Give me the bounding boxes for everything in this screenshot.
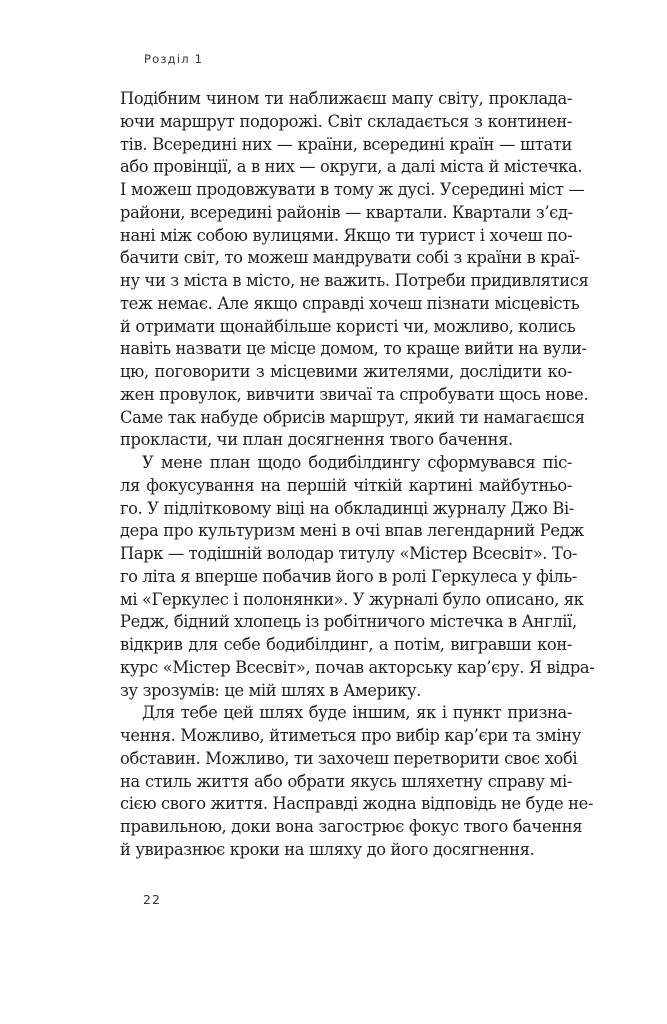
running-head: Розділ 1: [144, 52, 204, 66]
text-line: зу зрозумів: це мій шлях в Америку.: [120, 680, 422, 700]
text-line: курс «Містер Всесвіт», почав акторську кар’єру. Я відра-: [120, 657, 595, 677]
text-line: й отримати щонайбільше користі чи, можливо, колись: [120, 316, 576, 336]
text-line: тів. Всередині них — країни, всередині країн — штати: [120, 134, 572, 154]
text-line: Подібним чином ти наближаєш мапу світу, проклада-: [120, 89, 572, 108]
text-line: бачити світ, то можеш мандрувати собі з країни в краї-: [120, 248, 580, 268]
text-line: Редж, бідний хлопець із робітничого містечка в Англії,: [120, 612, 577, 632]
text-line: Для тебе цей шлях буде іншим, як і пункт призна-: [142, 703, 572, 723]
text-line: ля фокусування на першій чіткій картині майбутньо-: [120, 475, 572, 495]
text-line: сією свого життя. Насправді жодна відповідь не буде не-: [120, 794, 594, 814]
text-line: теж немає. Але якщо справді хочеш пізнати місцевість: [120, 293, 580, 313]
text-line: відкрив для себе бодибілдинг, а потім, вигравши кон-: [120, 635, 572, 654]
page-number: 22: [143, 892, 161, 907]
text-line: правильною, доки вона загострює фокус твого бачення: [120, 817, 583, 836]
text-line: цю, поговорити з місцевими жителями, дослідити ко-: [120, 362, 572, 381]
text-line: або провінції, а в них — округи, а далі міста й містечка.: [120, 157, 583, 177]
text-line: й увиразнює кроки на шляху до його досягнення.: [120, 839, 535, 859]
text-line: жен провулок, вивчити звичаї та спробувати щось нове.: [120, 384, 589, 404]
text-line: дера про культуризм мені в очі впав легендарний Редж: [120, 521, 584, 541]
text-line: навіть назвати це місце домом, то краще вийти на вули-: [120, 339, 587, 359]
paragraph-3: [120, 702, 594, 861]
body-text: [120, 88, 595, 862]
text-line: У мене план щодо бодибілдингу сформувався піс-: [142, 453, 572, 472]
text-line: райони, всередині районів — квартали. Квартали з’єд-: [120, 202, 573, 222]
text-line: обставин. Можливо, ти захочеш перетворити своє хобі: [120, 748, 578, 768]
text-line: на стиль життя або обрати якусь шляхетну справу мі-: [120, 771, 572, 791]
text-line: прокласти, чи план досягнення твого бачення.: [120, 430, 513, 450]
text-line: го. У підлітковому віці на обкладинці журналу Джо Ві-: [120, 498, 574, 518]
text-line: ючи маршрут подорожі. Світ складається з континен-: [120, 111, 572, 131]
text-line: ну чи з міста в місто, не важить. Потреби придивлятися: [120, 271, 589, 290]
text-line: І можеш продовжувати в тому ж дусі. Усередині міст —: [120, 180, 585, 199]
text-line: нані між собою вулицями. Якщо ти турист і хочеш по-: [120, 225, 573, 245]
paragraph-1: [120, 88, 589, 452]
text-line: Саме так набуде обрисів маршрут, який ти намагаєшся: [120, 407, 585, 427]
text-line: мі «Геркулес і полонянки». У журналі було описано, як: [120, 589, 584, 609]
text-line: го літа я вперше побачив його в ролі Геркулеса у філь-: [120, 566, 578, 586]
paragraph-2: [120, 452, 595, 702]
text-line: чення. Можливо, йтиметься про вибір кар’єри та зміну: [120, 726, 581, 745]
text-line: Парк — тодішній володар титулу «Містер Всесвіт». То-: [120, 544, 578, 563]
